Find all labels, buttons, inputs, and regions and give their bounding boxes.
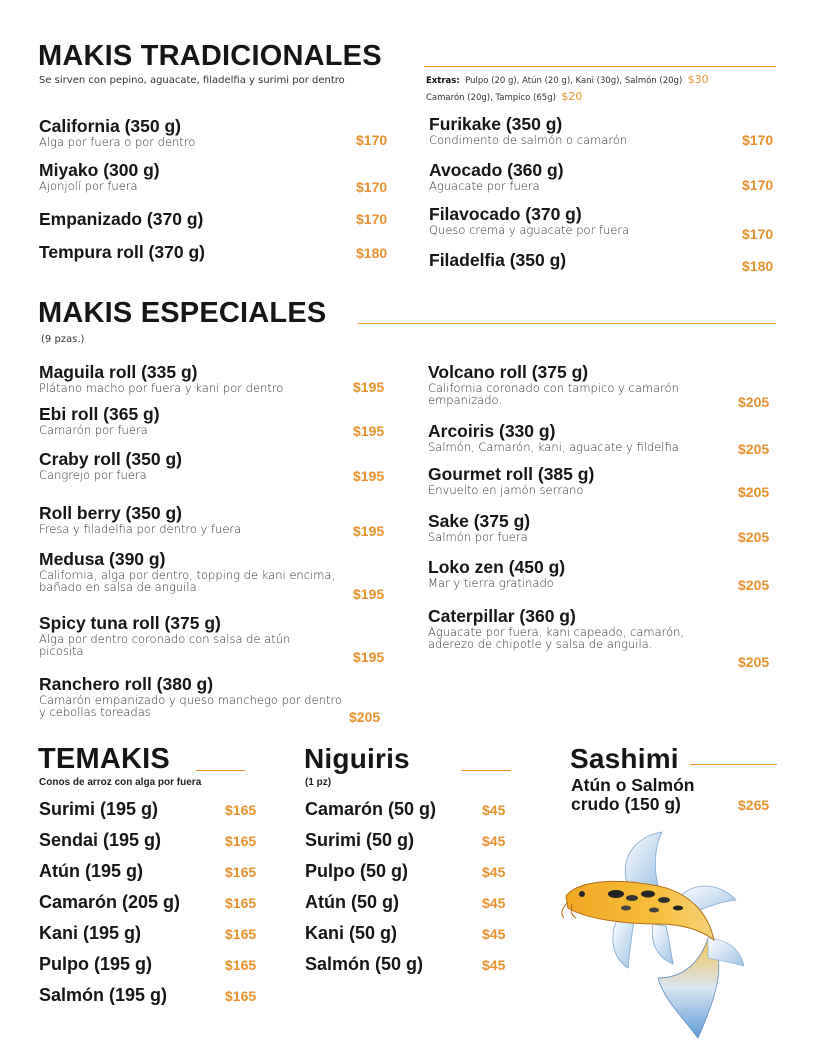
temakis-title: TEMAKIS xyxy=(38,743,170,775)
menu-item xyxy=(428,512,530,543)
item-desc: California, alga por dentro, topping de kani encima, bañado en salsa de anguila. xyxy=(39,568,336,594)
item-price: $205 xyxy=(738,529,770,545)
sashimi-price: $265 xyxy=(738,797,770,813)
niguiris-rule xyxy=(461,770,511,771)
menu-item xyxy=(305,800,436,819)
item-name: Atún (50 g) xyxy=(305,892,399,912)
menu-item xyxy=(305,831,414,850)
especiales-rule xyxy=(358,323,776,324)
menu-item xyxy=(305,862,408,881)
item-desc: Alga por fuera o por dentro xyxy=(39,135,196,149)
item-price: $170 xyxy=(356,132,388,148)
item-price: $170 xyxy=(742,226,774,242)
menu-item xyxy=(39,614,329,657)
menu-item xyxy=(39,450,182,481)
item-price: $45 xyxy=(482,957,506,973)
item-price: $165 xyxy=(225,833,257,849)
item-price: $180 xyxy=(742,258,774,274)
item-name: Ranchero roll (380 g) xyxy=(39,674,214,694)
menu-item xyxy=(39,210,203,229)
menu-item xyxy=(428,465,594,496)
item-name: Tempura roll (370 g) xyxy=(39,242,205,262)
item-name: Gourmet roll (385 g) xyxy=(428,464,595,484)
extras-price2: $20 xyxy=(561,90,583,103)
item-price: $165 xyxy=(225,926,257,942)
item-price: $45 xyxy=(482,926,506,942)
item-name: Craby roll (350 g) xyxy=(39,449,182,469)
menu-item xyxy=(428,558,565,589)
item-name: Salmón (50 g) xyxy=(305,954,424,974)
item-price: $165 xyxy=(225,957,257,973)
koi-fish-icon xyxy=(558,828,748,1040)
item-name: Caterpillar (360 g) xyxy=(428,606,576,626)
item-name: Furikake (350 g) xyxy=(429,114,563,134)
temakis-subtitle: Conos de arroz con alga por fuera xyxy=(39,777,202,788)
item-price: $170 xyxy=(356,211,388,227)
item-name: Ebi roll (365 g) xyxy=(39,404,160,424)
item-desc: Ajonjolí por fuera xyxy=(39,179,138,193)
menu-item xyxy=(39,363,283,394)
extras-label: Extras: xyxy=(426,76,460,86)
menu-item xyxy=(429,115,627,146)
menu-item xyxy=(39,161,160,192)
menu-item xyxy=(39,924,141,943)
niguiris-title: Niguiris xyxy=(304,743,410,774)
item-desc: Aguacate por fuera xyxy=(429,179,540,193)
item-price: $170 xyxy=(742,132,774,148)
item-name: Pulpo (50 g) xyxy=(305,861,408,881)
item-price: $195 xyxy=(353,586,385,602)
item-price: $45 xyxy=(482,802,506,818)
item-name: Loko zen (450 g) xyxy=(428,557,566,577)
menu-item xyxy=(305,924,397,943)
item-desc: California coronado con tampico y camarón empanizado. xyxy=(428,381,679,407)
tradicionales-title: MAKIS TRADICIONALES xyxy=(38,40,382,72)
item-name: Arcoiris (330 g) xyxy=(428,421,556,441)
especiales-subtitle: (9 pzas.) xyxy=(41,334,85,345)
menu-item xyxy=(429,205,629,236)
temakis-rule xyxy=(196,770,245,771)
extras-box xyxy=(426,72,786,106)
menu-item xyxy=(39,675,344,718)
menu-item xyxy=(428,363,698,406)
item-name: Pulpo (195 g) xyxy=(39,954,153,974)
item-price: $195 xyxy=(353,468,385,484)
item-name: Surimi (195 g) xyxy=(39,799,159,819)
item-name: Sendai (195 g) xyxy=(39,830,162,850)
item-price: $170 xyxy=(356,179,388,195)
niguiris-subtitle: (1 pz) xyxy=(305,777,332,788)
menu-item xyxy=(428,607,723,650)
item-price: $45 xyxy=(482,833,506,849)
item-price: $45 xyxy=(482,864,506,880)
item-name: Salmón (195 g) xyxy=(39,985,168,1005)
extras-line1: Pulpo (20 g), Atún (20 g), Kani (30g), Salmón (20g) xyxy=(465,76,683,86)
item-price: $45 xyxy=(482,895,506,911)
menu-item xyxy=(39,831,161,850)
menu-item xyxy=(429,251,566,270)
item-price: $195 xyxy=(353,379,385,395)
menu-item xyxy=(39,117,195,148)
menu-item xyxy=(305,955,423,974)
menu-item xyxy=(39,504,241,535)
item-price: $170 xyxy=(742,177,774,193)
item-price: $165 xyxy=(225,895,257,911)
item-desc: Aguacate por fuera, kani capeado, camarón, aderezo de chipotle y salsa de anguila. xyxy=(428,625,685,651)
item-name: Medusa (390 g) xyxy=(39,549,166,569)
tradicionales-rule xyxy=(424,66,776,67)
menu-item xyxy=(39,955,152,974)
item-name: Kani (195 g) xyxy=(39,923,142,943)
menu-item xyxy=(39,405,160,436)
item-name: Filadelfia (350 g) xyxy=(429,250,567,270)
item-name: Kani (50 g) xyxy=(305,923,398,943)
item-price: $205 xyxy=(738,484,770,500)
item-price: $205 xyxy=(738,441,770,457)
item-price: $205 xyxy=(349,709,381,725)
item-name: Volcano roll (375 g) xyxy=(428,362,589,382)
extras-price1: $30 xyxy=(687,73,709,86)
sashimi-title: Sashimi xyxy=(570,743,679,774)
item-desc: Salmón por fuera xyxy=(428,530,528,544)
tradicionales-subtitle: Se sirven con pepino, aguacate, filadelfia y surimi por dentro xyxy=(39,75,345,86)
item-name: Miyako (300 g) xyxy=(39,160,160,180)
item-desc: Alga por dentro coronado con salsa de atún picosita xyxy=(39,632,291,658)
item-desc: Mar y tierra gratinado xyxy=(428,576,554,590)
especiales-title: MAKIS ESPECIALES xyxy=(38,297,327,329)
item-name: Surimi (50 g) xyxy=(305,830,415,850)
item-price: $165 xyxy=(225,864,257,880)
item-name: Filavocado (370 g) xyxy=(429,204,582,224)
sashimi-rule xyxy=(690,764,777,765)
item-desc: Camarón empanizado y queso manchego por dentro y cebollas toreadas xyxy=(39,693,342,719)
item-desc: Camarón por fuera xyxy=(39,423,148,437)
item-price: $205 xyxy=(738,577,770,593)
menu-item xyxy=(39,986,167,1005)
item-desc: Queso crema y aguacate por fuera xyxy=(429,223,630,237)
item-name: Avocado (360 g) xyxy=(429,160,564,180)
item-name: California (350 g) xyxy=(39,116,181,136)
item-desc: Envuelto en jamón serrano xyxy=(428,483,584,497)
item-desc: Condimento de salmón o camarón xyxy=(429,133,628,147)
extras-line2: Camarón (20g), Tampico (65g) xyxy=(426,93,556,103)
item-price: $195 xyxy=(353,649,385,665)
item-name: Camarón (205 g) xyxy=(39,892,181,912)
item-desc: Fresa y filadelfia por dentro y fuera xyxy=(39,522,242,536)
item-price: $165 xyxy=(225,802,257,818)
menu-item xyxy=(428,422,738,453)
menu-item xyxy=(39,550,339,593)
item-price: $205 xyxy=(738,654,770,670)
item-name: Camarón (50 g) xyxy=(305,799,437,819)
menu-item xyxy=(305,893,399,912)
item-name: Empanizado (370 g) xyxy=(39,209,204,229)
item-price: $165 xyxy=(225,988,257,1004)
item-name: Spicy tuna roll (375 g) xyxy=(39,613,221,633)
item-name: Maguila roll (335 g) xyxy=(39,362,198,382)
menu-item xyxy=(39,243,205,262)
item-desc: Cangrejo por fuera xyxy=(39,468,147,482)
item-desc: Salmón, Camarón, kani, aguacate y fildelfia xyxy=(428,440,679,454)
item-price: $195 xyxy=(353,523,385,539)
menu-item xyxy=(39,800,158,819)
menu-item xyxy=(39,893,180,912)
item-price: $205 xyxy=(738,394,770,410)
item-name: Atún (195 g) xyxy=(39,861,144,881)
menu-item xyxy=(429,161,564,192)
menu-item xyxy=(39,862,143,881)
item-price: $195 xyxy=(353,423,385,439)
item-price: $180 xyxy=(356,245,388,261)
item-name: Sake (375 g) xyxy=(428,511,531,531)
item-name: Roll berry (350 g) xyxy=(39,503,182,523)
sashimi-item-name: Atún o Salmón crudo (150 g) xyxy=(571,775,695,814)
item-desc: Plátano macho por fuera y kani por dentro xyxy=(39,381,284,395)
